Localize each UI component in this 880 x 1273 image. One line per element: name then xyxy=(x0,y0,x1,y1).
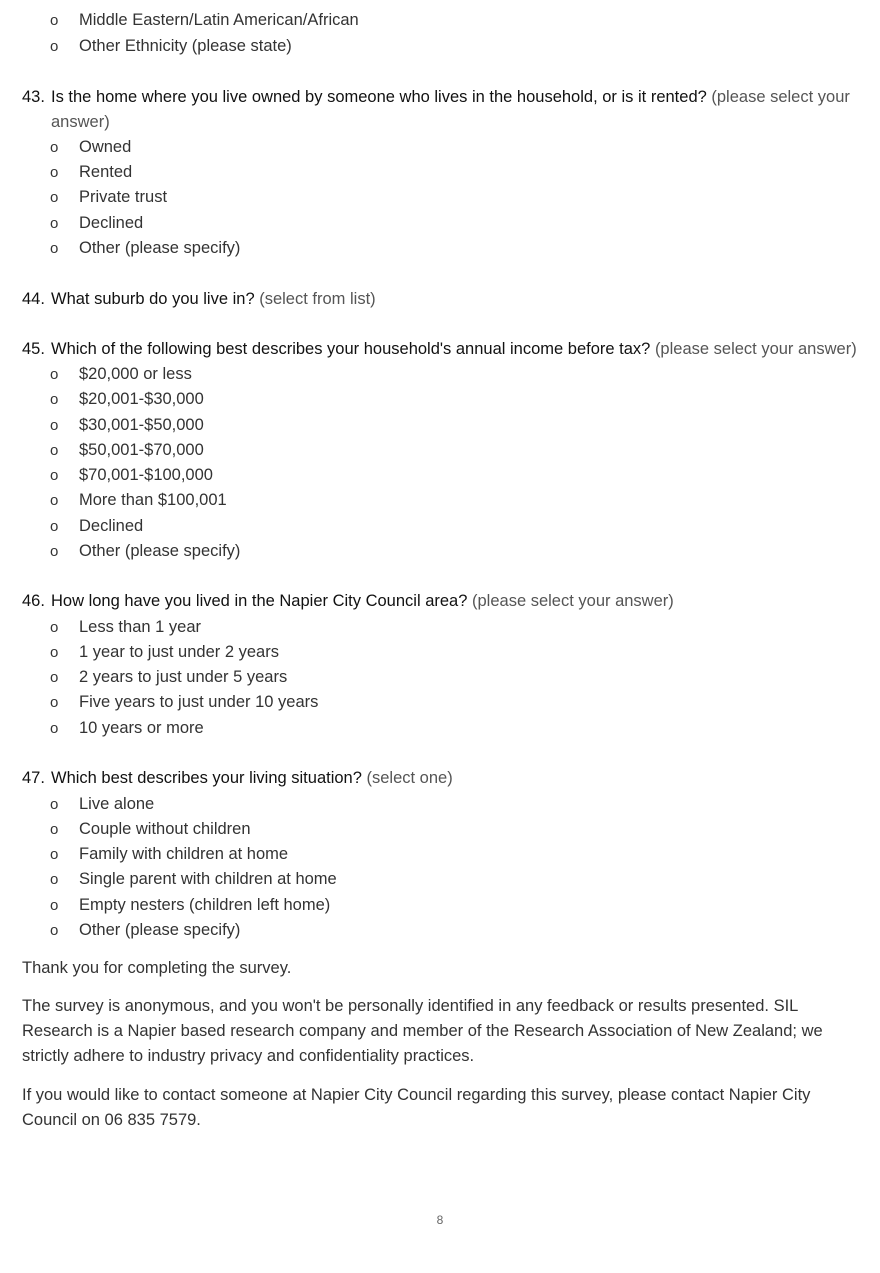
question-instruction: (please select your answer) xyxy=(654,340,857,358)
bullet-icon: o xyxy=(50,821,59,838)
bullet-icon: o xyxy=(50,215,59,232)
question-43 xyxy=(22,85,880,135)
question-instruction: (select from list) xyxy=(259,290,376,308)
bullet-icon: o xyxy=(50,189,59,206)
option-item[interactable] xyxy=(50,135,131,160)
question-number: 45. xyxy=(22,340,45,358)
option-item[interactable] xyxy=(50,514,143,539)
question-number: 46. xyxy=(22,592,45,610)
option-label: Rented xyxy=(79,163,133,181)
option-item[interactable] xyxy=(50,488,227,513)
bullet-icon: o xyxy=(50,467,59,484)
option-item[interactable] xyxy=(50,640,279,665)
question-number: 47. xyxy=(22,769,45,787)
question-number: 44. xyxy=(22,290,45,308)
option-item[interactable] xyxy=(50,160,132,185)
option-label: 2 years to just under 5 years xyxy=(79,668,288,686)
question-instruction: (please select your answer) xyxy=(472,592,674,610)
question-instruction: (please select your answer) xyxy=(51,88,850,131)
option-item[interactable] xyxy=(50,918,240,943)
question-46 xyxy=(22,589,880,614)
option-label: Less than 1 year xyxy=(79,618,201,636)
question-text: Is the home where you live owned by someone who lives in the household, or is it rented? xyxy=(51,88,707,106)
option-label: Five years to just under 10 years xyxy=(79,693,319,711)
bullet-icon: o xyxy=(50,922,59,939)
option-item[interactable] xyxy=(50,792,154,817)
option-item[interactable] xyxy=(50,8,359,33)
option-item[interactable] xyxy=(50,438,204,463)
bullet-icon: o xyxy=(50,543,59,560)
bullet-icon: o xyxy=(50,391,59,408)
question-44 xyxy=(22,287,880,312)
bullet-icon: o xyxy=(50,720,59,737)
question-text: Which best describes your living situation? xyxy=(51,769,362,787)
bullet-icon: o xyxy=(50,796,59,813)
option-label: Couple without children xyxy=(79,820,251,838)
bullet-icon: o xyxy=(50,164,59,181)
option-label: Single parent with children at home xyxy=(79,870,337,888)
option-item[interactable] xyxy=(50,817,251,842)
option-item[interactable] xyxy=(50,842,288,867)
option-item[interactable] xyxy=(50,34,292,59)
bullet-icon: o xyxy=(50,694,59,711)
bullet-icon: o xyxy=(50,492,59,509)
option-label: Other (please specify) xyxy=(79,239,241,257)
bullet-icon: o xyxy=(50,139,59,156)
bullet-icon: o xyxy=(50,644,59,661)
question-instruction: (select one) xyxy=(366,769,453,787)
option-item[interactable] xyxy=(50,236,240,261)
option-item[interactable] xyxy=(50,362,192,387)
question-text: What suburb do you live in? xyxy=(51,290,255,308)
option-label: Other (please specify) xyxy=(79,921,241,939)
bullet-icon: o xyxy=(50,366,59,383)
option-label: Declined xyxy=(79,517,144,535)
option-label: Owned xyxy=(79,138,132,156)
option-label: Live alone xyxy=(79,795,155,813)
option-item[interactable] xyxy=(50,716,204,741)
bullet-icon: o xyxy=(50,871,59,888)
page-number: 8 xyxy=(436,1213,444,1227)
question-47 xyxy=(22,766,880,791)
option-item[interactable] xyxy=(50,893,330,918)
option-item[interactable] xyxy=(50,413,204,438)
question-text: How long have you lived in the Napier City Council area? xyxy=(51,592,468,610)
bullet-icon: o xyxy=(50,669,59,686)
option-label: Empty nesters (children left home) xyxy=(79,896,331,914)
option-item[interactable] xyxy=(50,615,201,640)
option-item[interactable] xyxy=(50,690,318,715)
option-label: $20,000 or less xyxy=(79,365,192,383)
bullet-icon: o xyxy=(50,846,59,863)
question-number: 43. xyxy=(22,88,45,106)
option-item[interactable] xyxy=(50,867,337,892)
option-label: Middle Eastern/Latin American/African xyxy=(79,11,359,29)
thank-you-text: Thank you for completing the survey. xyxy=(22,959,292,977)
bullet-icon: o xyxy=(50,240,59,257)
bullet-icon: o xyxy=(50,518,59,535)
bullet-icon: o xyxy=(50,442,59,459)
question-text: Which of the following best describes your household's annual income before tax? xyxy=(51,340,651,358)
option-label: Declined xyxy=(79,214,144,232)
option-item[interactable] xyxy=(50,387,204,412)
bullet-icon: o xyxy=(50,417,59,434)
option-label: $50,001-$70,000 xyxy=(79,441,204,459)
option-label: Other Ethnicity (please state) xyxy=(79,37,292,55)
option-item[interactable] xyxy=(50,665,287,690)
option-label: $20,001-$30,000 xyxy=(79,390,204,408)
option-label: More than $100,001 xyxy=(79,491,227,509)
bullet-icon: o xyxy=(50,619,59,636)
bullet-icon: o xyxy=(50,38,59,55)
option-label: 1 year to just under 2 years xyxy=(79,643,279,661)
option-label: $30,001-$50,000 xyxy=(79,416,204,434)
option-label: Other (please specify) xyxy=(79,542,241,560)
privacy-text: The survey is anonymous, and you won't be personally identified in any feedback or results presented. SIL Research is a Napier based research company and member of the Research Association of New Zealand; we strictly adhere to industry privacy and confidentiality practices. xyxy=(22,997,823,1065)
option-item[interactable] xyxy=(50,185,167,210)
question-45 xyxy=(22,337,880,362)
option-item[interactable] xyxy=(50,211,143,236)
option-item[interactable] xyxy=(50,539,240,564)
contact-text: If you would like to contact someone at Napier City Council regarding this survey, please contact Napier City Council on 06 835 7579. xyxy=(22,1086,811,1129)
option-label: 10 years or more xyxy=(79,719,204,737)
option-label: Family with children at home xyxy=(79,845,289,863)
bullet-icon: o xyxy=(50,12,59,29)
bullet-icon: o xyxy=(50,897,59,914)
option-label: $70,001-$100,000 xyxy=(79,466,213,484)
option-item[interactable] xyxy=(50,463,213,488)
option-label: Private trust xyxy=(79,188,168,206)
